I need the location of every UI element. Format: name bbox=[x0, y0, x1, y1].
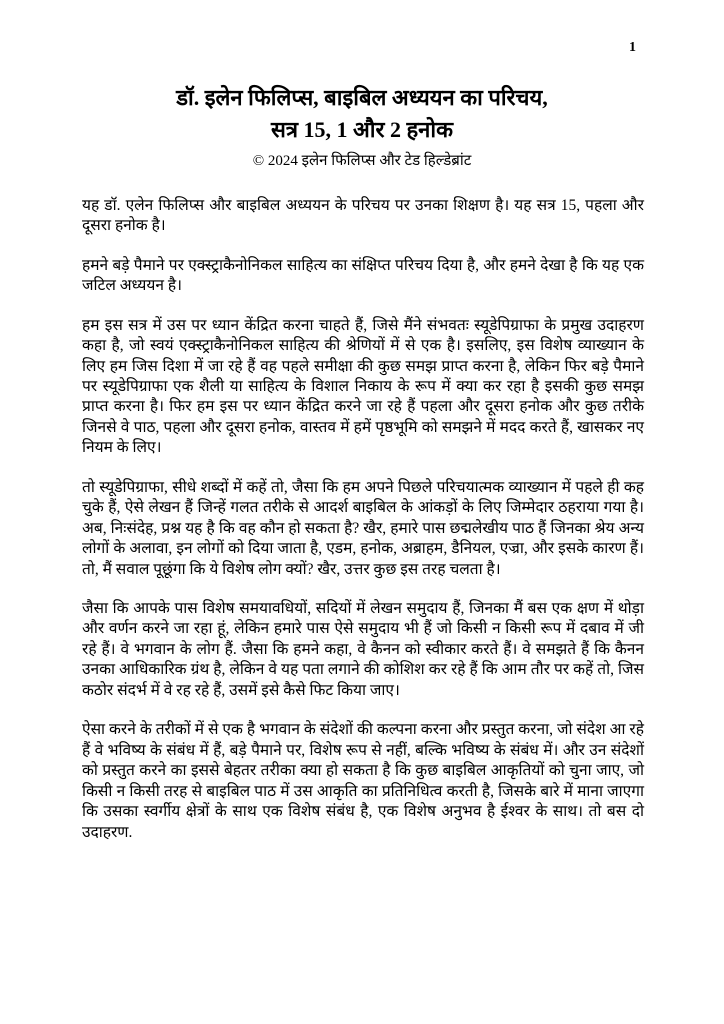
paragraph-2: हमने बड़े पैमाने पर एक्स्ट्राकैनोनिकल साहित्य का संक्षिप्त परिचय दिया है, और हमने देखा है कि यह एक जटिल अध्ययन है। bbox=[82, 256, 644, 295]
page-number: 1 bbox=[629, 40, 636, 55]
paragraph-1: यह डॉ. एलेन फिलिप्स और बाइबिल अध्ययन के परिचय पर उनका शिक्षण है। यह सत्र 15, पहला और दूसरा हनोक है। bbox=[82, 196, 644, 235]
document-title-line1: डॉ. इलेन फिलिप्स, बाइबिल अध्ययन का परिचय, bbox=[176, 85, 548, 110]
paragraph-5: जैसा कि आपके पास विशेष समयावधियों, सदियों में लेखन समुदाय हैं, जिनका मैं बस एक क्षण में थोड़ा और वर्णन करने जा रहा हूं, लेकिन हमारे पास ऐसे समुदाय भी हैं जो किसी न किसी रूप में दबाव में जी रहे हैं। वे भगवान के लोग हैं. जैसा कि हमने कहा, वे कैनन को स्वीकार करते हैं। वे समझते हैं कि कैनन उनका आधिकारिक ग्रंथ है, लेकिन वे यह पता लगाने की कोशिश कर रहे हैं कि आम तौर पर कहें तो, जिस कठोर संदर्भ में वे रह रहे हैं, उसमें इसे कैसे फिट किया जाए। bbox=[82, 600, 644, 699]
copyright-line: © 2024 इलेन फिलिप्स और टेड हिल्डेब्रांट bbox=[252, 152, 472, 169]
paragraph-6: ऐसा करने के तरीकों में से एक है भगवान के संदेशों की कल्पना करना और प्रस्तुत करना, जो संदेश आ रहे हैं वे भविष्य के संबंध में हैं, बड़े पैमाने पर, विशेष रूप से नहीं, बल्कि भविष्य के संबंध में। और उन संदेशों को प्रस्तुत करने का इससे बेहतर तरीका क्या हो सकता है कि कुछ बाइबिल आकृतियों को चुना जाए, जो किसी न किसी तरह से बाइबिल पाठ में उस आकृति का प्रतिनिधित्व करती है, जिसके बारे में माना जाएगा कि उसका स्वर्गीय क्षेत्रों के साथ एक विशेष संबंध है, एक विशेष अनुभव है ईश्वर के साथ। तो बस दो उदाहरण. bbox=[82, 721, 644, 841]
document-title bbox=[0, 82, 724, 146]
document-title-line2: सत्र 15, 1 और 2 हनोक bbox=[270, 116, 453, 142]
paragraph-3: हम इस सत्र में उस पर ध्यान केंद्रित करना चाहते हैं, जिसे मैंने संभवतः स्यूडेपिग्राफा के प्रमुख उदाहरण कहा है, जो स्वयं एक्स्ट्राकैनोनिकल साहित्य की श्रेणियों में से एक है। इसलिए, इस विशेष व्याख्यान के लिए हम जिस दिशा में जा रहे हैं वह पहले समीक्षा की कुछ समझ प्राप्त करना है, लेकिन फिर बड़े पैमाने पर स्यूडेपिग्राफा एक शैली या साहित्य के विशाल निकाय के रूप में क्या कर रहा है इसकी कुछ समझ प्राप्त करना है। फिर हम इस पर ध्यान केंद्रित करने जा रहे हैं पहला और दूसरा हनोक और कुछ तरीके जिनसे वे पाठ, पहला और दूसरा हनोक, वास्तव में हमें पृष्ठभूमि को समझने में मदद करते हैं, खासकर नए नियम के लिए। bbox=[82, 316, 644, 457]
document-header bbox=[0, 0, 724, 170]
document-body bbox=[82, 196, 644, 843]
paragraph-4: तो स्यूडेपिग्राफा, सीधे शब्दों में कहें तो, जैसा कि हम अपने पिछले परिचयात्मक व्याख्यान में पहले ही कह चुके हैं, ऐसे लेखन हैं जिन्हें गलत तरीके से आदर्श बाइबिल के आंकड़ों के लिए जिम्मेदार ठहराया गया है। अब, निःसंदेह, प्रश्न यह है कि वह कौन हो सकता है? खैर, हमारे पास छद्मलेखीय पाठ हैं जिनका श्रेय अन्य लोगों के अलावा, इन लोगों को दिया जाता है, एडम, हनोक, अब्राहम, डैनियल, एज्रा, और इसके कारण हैं। तो, मैं सवाल पूछूंगा कि ये विशेष लोग क्यों? खैर, उत्तर कुछ इस तरह चलता है। bbox=[82, 478, 644, 578]
